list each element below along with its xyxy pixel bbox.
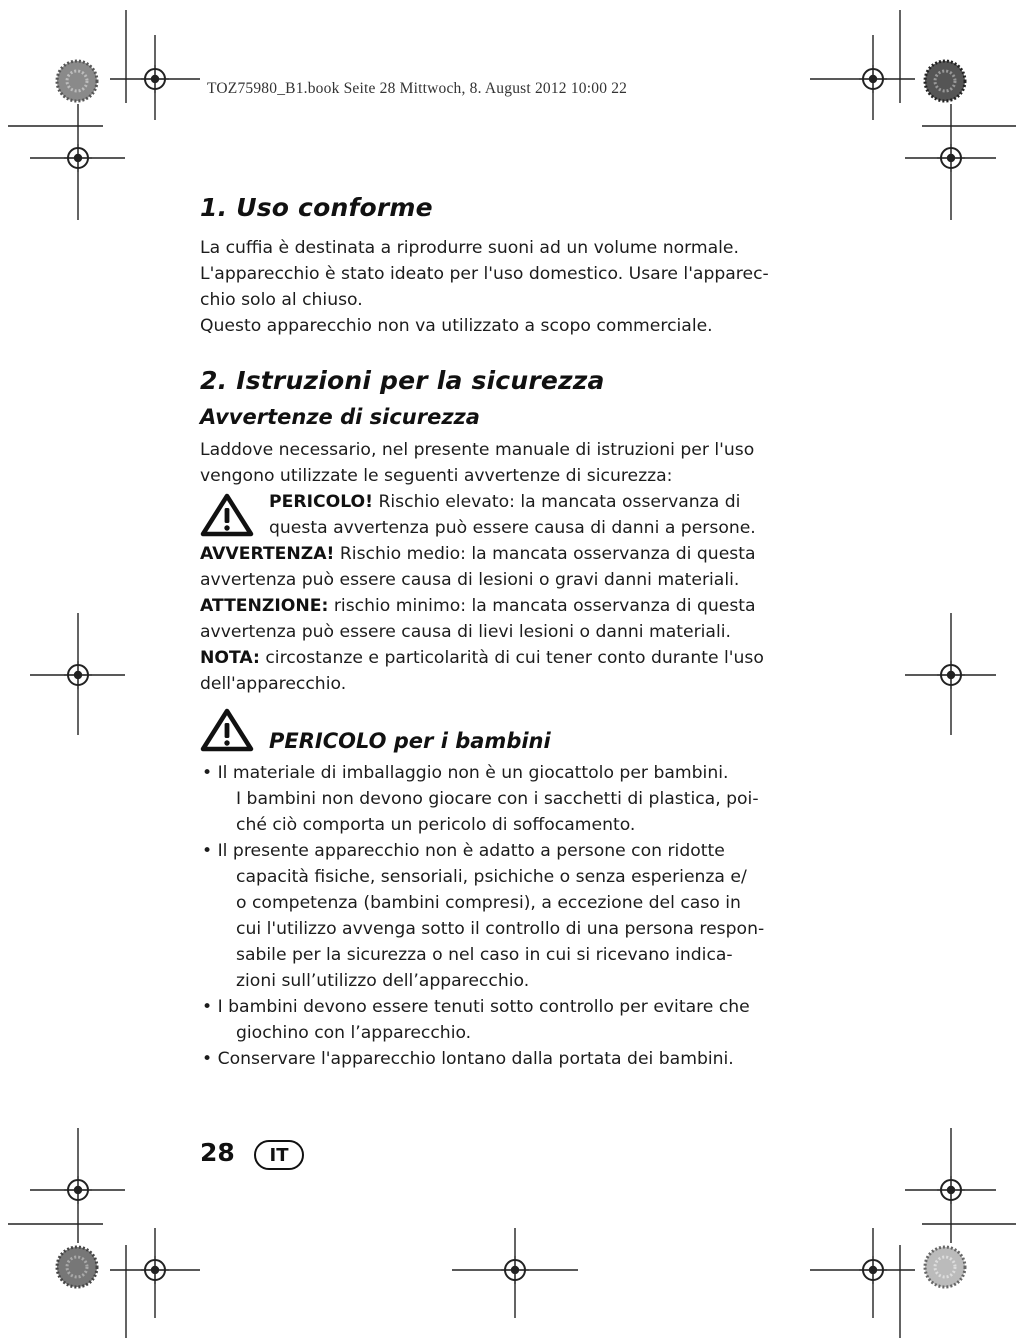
warning-definition-line <box>200 544 756 564</box>
caution-text: rischio minimo: la mancata osservanza di questa <box>328 596 756 616</box>
subsection-title-avvertenze: Avvertenze di sicurezza <box>200 405 480 429</box>
paragraph-line: La cuffia è destinata a riprodurre suoni ad un volume normale. <box>200 238 739 258</box>
paragraph-line: chio solo al chiuso. <box>200 290 363 310</box>
color-target-top-right <box>925 61 965 101</box>
paragraph-line: Questo apparecchio non va utilizzato a scopo commerciale. <box>200 316 713 336</box>
note-label: NOTA: <box>200 648 260 668</box>
bullet-line: • Il materiale di imballaggio non è un giocattolo per bambini. <box>202 763 729 783</box>
bullet-line: cui l'utilizzo avvenga sotto il controllo di una persona respon- <box>236 919 765 939</box>
caution-definition-line: avvertenza può essere causa di lievi lesioni o danni materiali. <box>200 622 731 642</box>
bullet-line: capacità fisiche, sensoriali, psichiche o senza esperienza e/ <box>236 867 747 887</box>
danger-definition-line: questa avvertenza può essere causa di danni a persone. <box>269 518 756 538</box>
note-definition-line <box>200 648 764 668</box>
language-code: IT <box>269 1144 289 1166</box>
section-title-uso-conforme: 1. Uso conforme <box>200 193 433 222</box>
note-definition-line: dell'apparecchio. <box>200 674 347 694</box>
warning-triangle-icon <box>200 493 254 537</box>
bullet-line: sabile per la sicurezza o nel caso in cui si ricevano indica- <box>236 945 733 965</box>
page-number: 28 <box>200 1138 235 1167</box>
warning-definition-line: avvertenza può essere causa di lesioni o gravi danni materiali. <box>200 570 740 590</box>
bullet-line: ché ciò comporta un pericolo di soffocamento. <box>236 815 636 835</box>
danger-definition-line <box>269 492 740 512</box>
subsection-title-pericolo-bambini: PERICOLO per i bambini <box>269 729 551 753</box>
warning-text: Rischio medio: la mancata osservanza di questa <box>334 544 756 564</box>
danger-text: Rischio elevato: la mancata osservanza di <box>372 492 741 512</box>
color-target-bottom-left <box>57 1247 97 1287</box>
bullet-line: • Conservare l'apparecchio lontano dalla portata dei bambini. <box>202 1049 734 1069</box>
danger-label: PERICOLO! <box>269 492 373 512</box>
caution-definition-line <box>200 596 756 616</box>
caution-label: ATTENZIONE: <box>200 596 329 616</box>
color-target-top-left <box>57 61 97 101</box>
bullet-line: • Il presente apparecchio non è adatto a persone con ridotte <box>202 841 725 861</box>
bullet-line: • I bambini devono essere tenuti sotto controllo per evitare che <box>202 997 750 1017</box>
paragraph-line: L'apparecchio è stato ideato per l'uso domestico. Usare l'apparec- <box>200 264 769 284</box>
language-badge <box>254 1140 304 1170</box>
print-job-header: TOZ75980_B1.book Seite 28 Mittwoch, 8. August 2012 10:00 22 <box>207 80 628 97</box>
bullet-line: I bambini non devono giocare con i sacchetti di plastica, poi- <box>236 789 759 809</box>
color-target-bottom-right <box>925 1247 965 1287</box>
paragraph-line: vengono utilizzate le seguenti avvertenze di sicurezza: <box>200 466 673 486</box>
warning-triangle-icon <box>200 708 254 752</box>
paragraph-line: Laddove necessario, nel presente manuale di istruzioni per l'uso <box>200 440 755 460</box>
bullet-line: o competenza (bambini compresi), a eccezione del caso in <box>236 893 741 913</box>
warning-label: AVVERTENZA! <box>200 544 335 564</box>
bullet-line: giochino con l’apparecchio. <box>236 1023 472 1043</box>
section-title-sicurezza: 2. Istruzioni per la sicurezza <box>200 366 605 395</box>
note-text: circostanze e particolarità di cui tener conto durante l'uso <box>259 648 764 668</box>
bullet-line: zioni sull’utilizzo dell’apparecchio. <box>236 971 530 991</box>
